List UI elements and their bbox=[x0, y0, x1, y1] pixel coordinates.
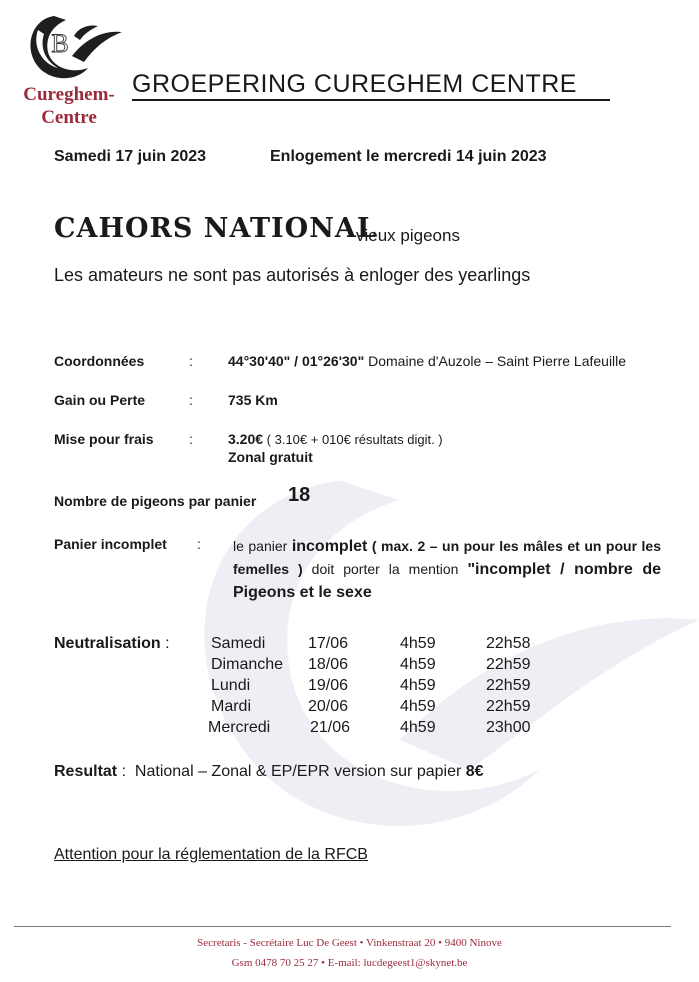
coord-label: Coordonnées bbox=[54, 353, 145, 369]
mise-colon: : bbox=[189, 431, 193, 447]
neutralisation-label bbox=[54, 635, 170, 653]
neutralisation-start: 4h59 bbox=[400, 698, 436, 715]
neutralisation-day: Dimanche bbox=[211, 656, 284, 673]
club-logo-icon bbox=[14, 8, 124, 88]
neutralisation-date: 21/06 bbox=[310, 719, 351, 736]
mise-amount: 3.20€ bbox=[228, 431, 264, 447]
resultat-colon: : bbox=[121, 763, 127, 780]
race-name: CAHORS NATIONAL bbox=[54, 213, 377, 244]
panier-mention-text: "incomplet / nombre de Pigeons et le sexe bbox=[233, 561, 662, 601]
panier-mention: doit porter la mention bbox=[302, 561, 468, 577]
panier-colon: : bbox=[197, 536, 201, 552]
neutralisation-start: 4h59 bbox=[400, 677, 436, 694]
neutralisation-start: 4h59 bbox=[400, 635, 436, 652]
race-category: vieux pigeons bbox=[356, 226, 460, 245]
nombre-label: Nombre de pigeons par panier bbox=[54, 493, 257, 509]
footer-divider bbox=[14, 926, 671, 927]
footer-contact: Gsm 0478 70 25 27 • E-mail: lucdegeest1@skynet.be bbox=[231, 957, 468, 969]
gain-value: 735 Km bbox=[228, 392, 278, 408]
gain-label: Gain ou Perte bbox=[54, 392, 146, 408]
mise-zonal: Zonal gratuit bbox=[228, 449, 313, 465]
brand-line-1: Cureghem- bbox=[23, 84, 115, 105]
coord-coordinates: 44°30'40" / 01°26'30" bbox=[228, 353, 365, 369]
mise-label: Mise pour frais bbox=[54, 431, 154, 447]
title-underline bbox=[132, 99, 610, 101]
coord-colon: : bbox=[189, 353, 193, 369]
page-title: GROEPERING CUREGHEM CENTRE bbox=[132, 70, 577, 98]
enlogement-date: Enlogement le mercredi 14 juin 2023 bbox=[270, 148, 547, 165]
resultat-label: Resultat bbox=[54, 763, 118, 780]
panier-max: ( max. 2 – un pour les mâles et un pour les femelles ) bbox=[233, 538, 661, 577]
mise-detail: ( 3.10€ + 010€ résultats digit. ) bbox=[263, 432, 443, 447]
yearling-notice: Les amateurs ne sont pas autorisés à enloger des yearlings bbox=[54, 265, 531, 285]
race-date: Samedi 17 juin 2023 bbox=[54, 148, 207, 165]
panier-text bbox=[233, 535, 661, 604]
neutralisation-date: 17/06 bbox=[308, 635, 349, 652]
panier-incomplet: incomplet bbox=[291, 538, 368, 555]
neutralisation-start: 4h59 bbox=[400, 719, 436, 736]
coord-value bbox=[228, 353, 626, 369]
neutralisation-date: 18/06 bbox=[308, 656, 349, 673]
neutralisation-date: 19/06 bbox=[308, 677, 349, 694]
brand-line-2: Centre bbox=[41, 107, 97, 128]
panier-label: Panier incomplet bbox=[54, 536, 167, 552]
neutralisation-title: Neutralisation bbox=[54, 635, 161, 652]
neutralisation-end: 22h59 bbox=[486, 656, 531, 673]
neutralisation-end: 22h59 bbox=[486, 677, 531, 694]
nombre-value: 18 bbox=[288, 484, 311, 506]
neutralisation-day: Samedi bbox=[211, 635, 266, 652]
neutralisation-day: Mercredi bbox=[208, 719, 271, 736]
panier-t1: le panier bbox=[233, 538, 292, 554]
coord-place: Domaine d'Auzole – Saint Pierre Lafeuille bbox=[364, 353, 627, 369]
neutralisation-day: Lundi bbox=[211, 677, 251, 694]
resultat-line bbox=[54, 763, 484, 781]
neutralisation-date: 20/06 bbox=[308, 698, 349, 715]
neutralisation-start: 4h59 bbox=[400, 656, 436, 673]
neutralisation-end: 22h58 bbox=[486, 635, 531, 652]
logo-letter: B bbox=[51, 29, 69, 58]
resultat-text: National – Zonal & EP/EPR version sur papier bbox=[134, 763, 466, 780]
mise-value bbox=[228, 431, 443, 447]
resultat-price: 8€ bbox=[465, 763, 484, 780]
footer-secretary: Secretaris - Secrétaire Luc De Geest • Vinkenstraat 20 • 9400 Ninove bbox=[197, 937, 502, 949]
neutralisation-end: 23h00 bbox=[486, 719, 531, 736]
neutralisation-day: Mardi bbox=[211, 698, 252, 715]
attention-link: Attention pour la réglementation de la RFCB bbox=[54, 846, 368, 863]
gain-colon: : bbox=[189, 392, 193, 408]
neutralisation-end: 22h59 bbox=[486, 698, 531, 715]
neutralisation-colon: : bbox=[165, 635, 170, 652]
brand-name bbox=[14, 83, 124, 129]
